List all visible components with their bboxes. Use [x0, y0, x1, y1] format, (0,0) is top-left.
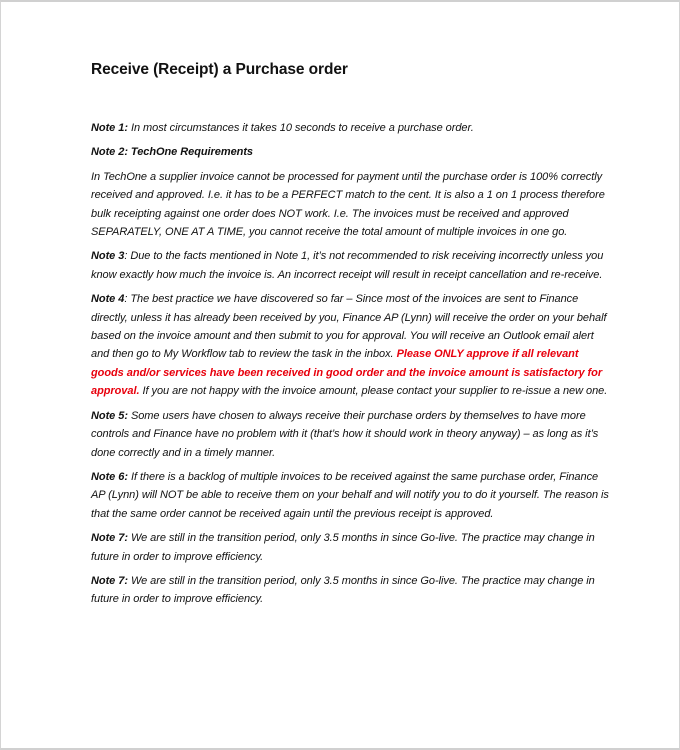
note-text: In most circumstances it takes 10 seconds to receive a purchase order.: [127, 122, 474, 134]
note-label: Note 7:: [91, 532, 128, 545]
note-label: Note 7:: [91, 574, 128, 587]
note-5: [91, 407, 611, 462]
note-text-after: If you are not happy with the invoice amount, please contact your supplier to re-issue a new one.: [139, 385, 608, 398]
note-label: Note 4: [91, 293, 125, 306]
document-body: [91, 60, 611, 615]
note-text: If there is a backlog of multiple invoices to be received against the same purchase order, Finance AP (Lynn) will NOT be able to receive them on your behalf and will notify you to do it yourself. The reason is that the same order cannot be received again until the previous receipt is approved.: [91, 470, 609, 520]
note-text: : Due to the facts mentioned in Note 1, it’s not recommended to risk receiving incorrectly unless you know exactly how much the invoice is. An incorrect receipt will result in receipt cancellation and re-receive.: [91, 250, 604, 281]
note-1: [91, 119, 611, 137]
note-7-duplicate: [91, 572, 611, 609]
note-text: In TechOne a supplier invoice cannot be processed for payment until the purchase order is 100% correctly received and approved. I.e. it has to be a PERFECT match to the cent. It is also a 1 on 1 process therefore bulk receipting against one order does NOT work. I.e. The invoices must be received and approved SEPARATELY, ONE AT A TIME, you cannot receive the total amount of multiple invoices in one go.: [91, 170, 605, 239]
note-text: We are still in the transition period, only 3.5 months in since Go-live. The practice may change in future in order to improve efficiency.: [91, 574, 595, 606]
note-label: Note 2: TechOne Requirements: [91, 146, 254, 159]
note-2-heading: [91, 143, 611, 161]
note-6: [91, 468, 611, 523]
note-7: [91, 529, 611, 566]
note-3: [91, 247, 611, 284]
note-4: [91, 290, 611, 400]
note-label: Note 5:: [91, 409, 128, 422]
page-title: Receive (Receipt) a Purchase order: [91, 61, 348, 78]
note-highlight-warning: Please ONLY approve if all relevant goods and/or services have been received in good order and the invoice amount is satisfactory for approval.: [91, 348, 603, 398]
note-label: Note 6:: [91, 470, 128, 483]
note-text: Some users have chosen to always receive their purchase orders by themselves to have more controls and Finance have no problem with it (that’s how it should work in theory anyway) – as long as it’s done correctly and in a timely manner.: [91, 409, 599, 459]
note-text: : The best practice we have discovered so far – Since most of the invoices are sent to Finance directly, unless it has already been received by you, Finance AP (Lynn) will receive the order on your behalf based on the invoice amount and then submit to you for approval. You will receive an Outlook email alert and then go to My Workflow tab to review the task in the inbox.: [91, 293, 607, 361]
note-label: Note 3: [91, 250, 125, 263]
note-label: Note 1:: [91, 122, 128, 134]
note-2-body: [91, 168, 611, 242]
note-text: We are still in the transition period, only 3.5 months in since Go-live. The practice may change in future in order to improve efficiency.: [91, 532, 595, 563]
